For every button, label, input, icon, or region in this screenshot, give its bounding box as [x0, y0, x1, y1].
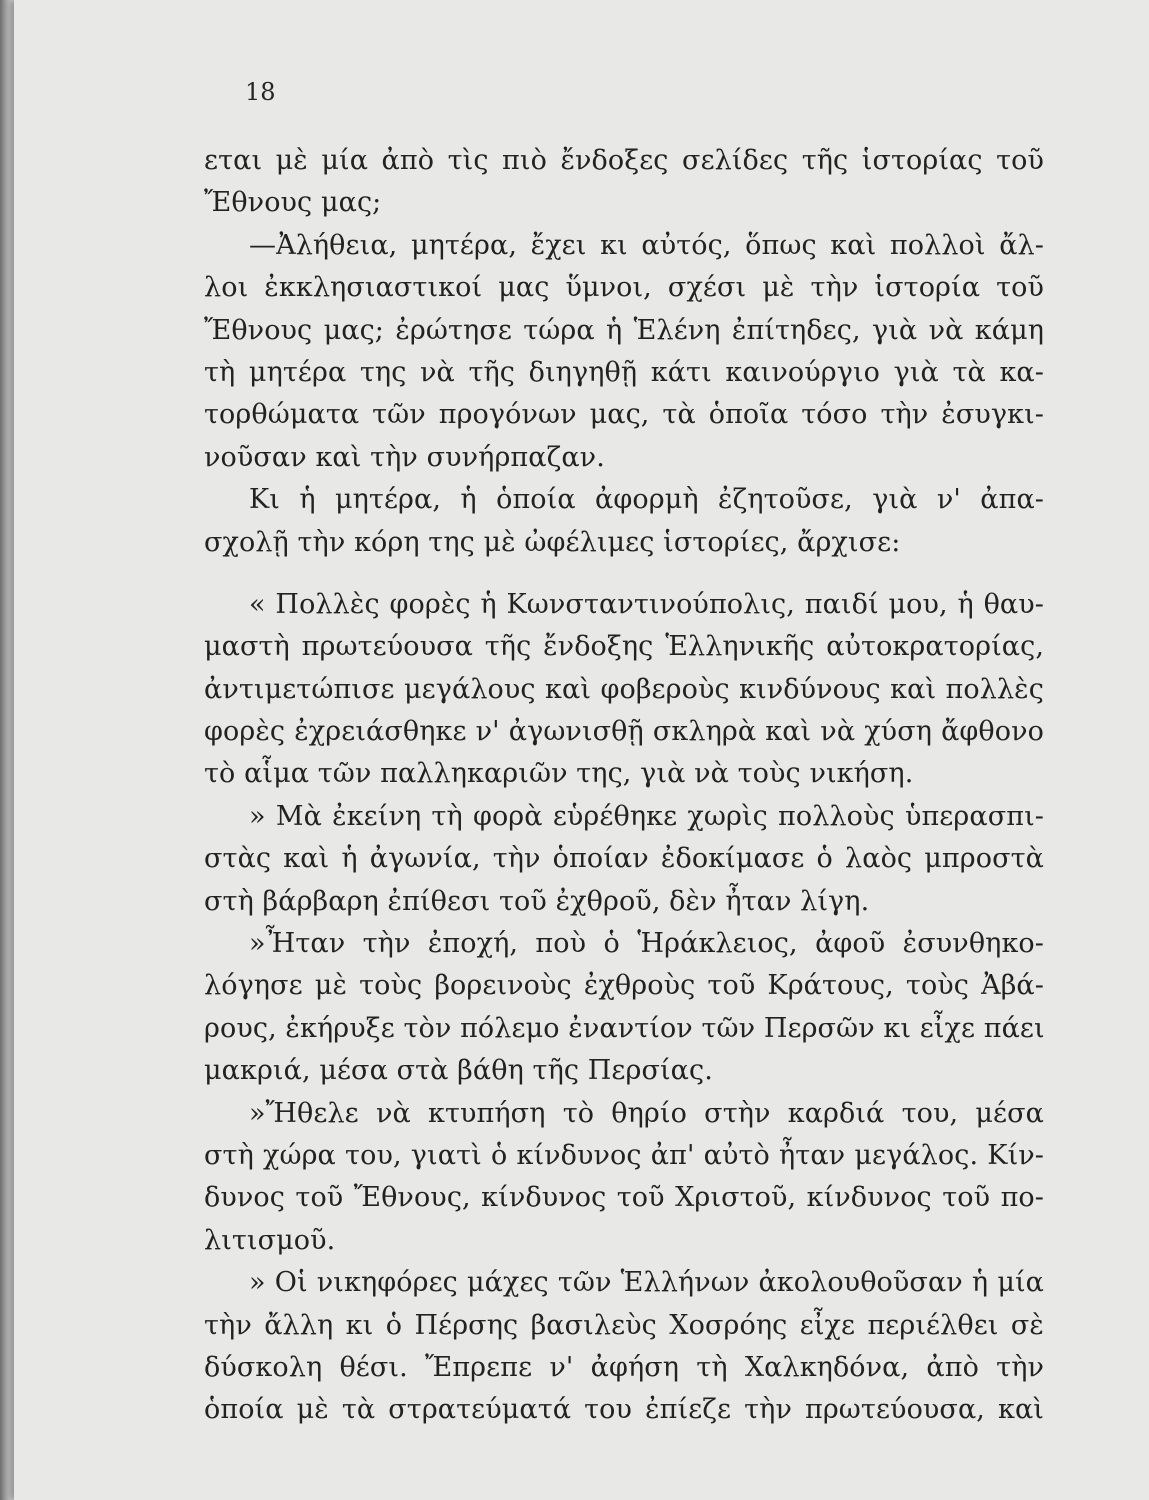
text-line: λόγησε μὲ τοὺς βορεινοὺς ἐχθροὺς τοῦ Κράτους, τοὺς Ἀβά-: [204, 970, 1044, 1002]
text-line: μαστὴ πρωτεύουσα τῆς ἔνδοξης Ἑλληνικῆς αὐτοκρατορίας,: [204, 631, 1044, 663]
text-line: τὴ μητέρα της νὰ τῆς διηγηθῇ κάτι καινούργιο γιὰ τὰ κα-: [204, 356, 1044, 388]
text-line: ρους, ἐκήρυξε τὸν πόλεμο ἐναντίον τῶν Περσῶν κι εἶχε πάει: [204, 1012, 1045, 1044]
text-line: ὁποία μὲ τὰ στρατεύματά του ἐπίεζε τὴν πρωτεύουσα, καὶ: [204, 1394, 1044, 1426]
text-line: Ἔθνους μας; ἐρώτησε τώρα ἡ Ἑλένη ἐπίτηδες, γιὰ νὰ κάμη: [204, 314, 1044, 346]
text-line: φορὲς ἐχρειάσθηκε ν' ἀγωνισθῇ σκληρὰ καὶ νὰ χύση ἄφθονο: [204, 716, 1044, 748]
text-line: τορθώματα τῶν προγόνων μας, τὰ ὁποῖα τόσο τὴν ἐσυγκι-: [204, 399, 1044, 431]
page-number: 18: [245, 78, 276, 106]
text-line: τὴν ἄλλη κι ὁ Πέρσης βασιλεὺς Χοσρόης εἶχε περιέλθει σὲ: [204, 1309, 1044, 1341]
text-line: »Ἤθελε νὰ κτυπήση τὸ θηρίο στὴν καρδιά του, μέσα: [249, 1097, 1044, 1129]
text-line: Ἔθνους μας;: [204, 187, 382, 219]
text-line: σχολῇ τὴν κόρη της μὲ ὠφέλιμες ἱστορίες, ἄρχισε:: [204, 526, 901, 558]
text-line: δυνος τοῦ Ἔθνους, κίνδυνος τοῦ Χριστοῦ, κίνδυνος τοῦ πο-: [204, 1182, 1044, 1214]
text-line: » Οἱ νικηφόρες μάχες τῶν Ἑλλήνων ἀκολουθοῦσαν ἡ μία: [249, 1267, 1044, 1299]
text-line: ἀντιμετώπισε μεγάλους καὶ φοβεροὺς κινδύνους καὶ πολλὲς: [204, 673, 1044, 705]
text-line: »Ἦταν τὴν ἐποχή, ποὺ ὁ Ἡράκλειος, ἀφοῦ ἐσυνθηκο-: [249, 928, 1044, 960]
text-line: λιτισμοῦ.: [204, 1224, 336, 1256]
book-page: [14, 0, 1149, 1500]
text-line: στὴ βάρβαρη ἐπίθεσι τοῦ ἐχθροῦ, δὲν ἦταν λίγη.: [204, 885, 870, 917]
text-line: στὴ χώρα του, γιατὶ ὁ κίνδυνος ἀπ' αὐτὸ ἦταν μεγάλος. Κίν-: [204, 1139, 1044, 1171]
text-line: εται μὲ μία ἀπὸ τὶς πιὸ ἔνδοξες σελίδες τῆς ἱστορίας τοῦ: [204, 145, 1044, 176]
body-text: [204, 140, 1044, 1432]
paragraph-gap: [204, 564, 1044, 584]
text-line: « Πολλὲς φορὲς ἡ Κωνσταντινούπολις, παιδί μου, ἡ θαυ-: [249, 588, 1044, 620]
text-line: στὰς καὶ ἡ ἀγωνία, τὴν ὁποίαν ἐδοκίμασε ὁ λαὸς μπροστὰ: [204, 843, 1044, 875]
text-line: » Μὰ ἐκείνη τὴ φορὰ εὑρέθηκε χωρὶς πολλοὺς ὑπερασπι-: [249, 800, 1044, 832]
text-line: —Ἀλήθεια, μητέρα, ἔχει κι αὐτός, ὅπως καὶ πολλοὶ ἄλ-: [249, 229, 1044, 261]
text-line: τὸ αἷμα τῶν παλληκαριῶν της, γιὰ νὰ τοὺς νικήση.: [204, 758, 914, 790]
text-line: Κι ἡ μητέρα, ἡ ὁποία ἀφορμὴ ἐζητοῦσε, γιὰ ν' ἀπα-: [249, 484, 1044, 516]
page-edge-shadow: [0, 0, 14, 1500]
text-line: μακριά, μέσα στὰ βάθη τῆς Περσίας.: [204, 1055, 713, 1087]
text-line: δύσκολη θέσι. Ἔπρεπε ν' ἀφήση τὴ Χαλκηδόνα, ἀπὸ τὴν: [204, 1351, 1044, 1383]
text-line: νοῦσαν καὶ τὴν συνήρπαζαν.: [204, 441, 605, 473]
text-line: λοι ἐκκλησιαστικοί μας ὕμνοι, σχέσι μὲ τὴν ἱστορία τοῦ: [204, 272, 1044, 304]
